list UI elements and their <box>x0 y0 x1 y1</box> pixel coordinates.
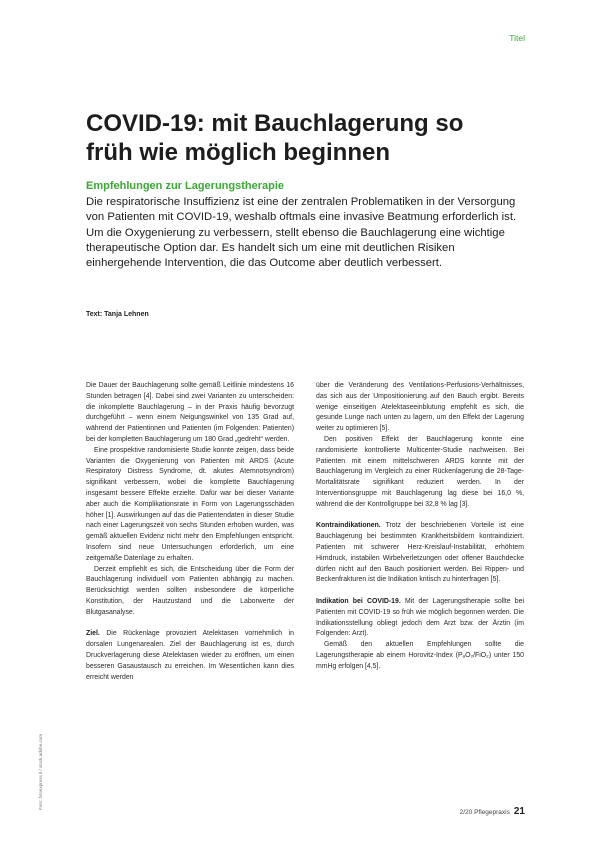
body-column-right <box>316 381 524 673</box>
paragraph-text: Die Rückenlage provoziert Atelektasen vornehmlich in dorsalen Lungenarealen. Ziel der Bauchlagerung ist es, durch Druckverlagerung diese Atelektasen wieder zu eröffnen, um einen besseren Gasaustausch zu erreichen. Im Wesentlichen kann dies erreicht werden <box>86 630 294 681</box>
photo-credit: Foto: fotoexpress ti / stock.adobe.com <box>38 733 43 810</box>
body-paragraph <box>86 565 294 619</box>
paragraph-lead-in: Kontraindikationen. <box>316 522 381 530</box>
author-credit: Text: Tanja Lehnen <box>86 311 149 318</box>
paragraph-text: Eine prospektive randomisierte Studie konnte zeigen, dass beide Varianten die Oxygenierung von Patienten mit ARDS (Acute Respiratory Distress Syndrome, dt. akutes Atemnotsyndrom) signifikant verbessern, wobei die komplette Bauchlagerung insgesamt bessere Effekte erzielte. Dafür war bei dieser Variante aber auch die Komplikationsrate in Form von Lagerungsschäden höher [1]. Auswirkungen auf das die Patientendaten in dieser Studie nach einer Lagerungszeit von sechs Stunden erhoben wurden, was gemäß aktuellen Evidenz nicht mehr den Empfehlungen entspricht. Insofern sind neue Untersuchungen erforderlich, um eine zeitgemäße Datenlage zu erhalten. <box>86 446 294 562</box>
body-paragraph <box>316 381 524 435</box>
body-paragraph <box>86 381 294 446</box>
paragraph-lead-in: Indikation bei COVID-19. <box>316 597 401 605</box>
paragraph-text: Die Dauer der Bauchlagerung sollte gemäß Leitlinie mindestens 16 Stunden betragen [4]. Dabei sind zwei Varianten zu unterscheiden: die inkomplette Bauchlagerung – in der Praxis häufig bevorzugt durchgeführt – wenn einem Neigungswinkel von 135 Grad auf, während der Patientinnen und Patienten (im Folgenden: Patienten) bei der kompletten Bauchlagerung um 180 Grad „gedreht“ werden. <box>86 382 294 443</box>
article-subheading: Empfehlungen zur Lagerungstherapie <box>86 180 285 192</box>
page-footer <box>460 806 525 817</box>
body-paragraph <box>316 521 524 586</box>
body-paragraph <box>316 435 524 511</box>
page-number: 21 <box>513 806 525 817</box>
article-lead: Die respiratorische Insuffizienz ist eine der zentralen Problematiken in der Versorgung von Patienten mit COVID-19, weshalb oftmals eine invasive Beatmung erforderlich ist. Um die Oxygenierung zu verbessern, stellt ebenso die Bauchlagerung eine wichtige therapeutische Option dar. Es handelt sich um eine mit deutlichen Risiken einhergehende Intervention, die das Outcome aber deutlich verbessert. <box>86 196 517 270</box>
paragraph-text: Den positiven Effekt der Bauchlagerung konnte eine randomisierte kontrollierte Multicenter-Studie nachweisen. Bei Patienten mit einem mittelschweren ARDS konnte mit der Bauchlagerung im Vergleich zu einer Rückenlagerung die 28-Tage-Mortalitätsrate signifikant reduziert werden. In der Interventionsgruppe mit Bauchlagerung lag diese bei 16,0 %, während die der Kontrollgruppe bei 32,8 % lag [3]. <box>316 435 524 508</box>
body-column-left <box>86 381 294 683</box>
paragraph-text: Gemäß den aktuellen Empfehlungen sollte die Lagerungstherapie ab einem Horovitz-Index (PₐO₂/FiO₂) unter 150 mmHg erfolgen [4,5]. <box>316 641 524 670</box>
body-paragraph <box>316 640 524 672</box>
journal-issue: 2/20 Pflegepraxis <box>459 809 510 816</box>
body-paragraph <box>86 446 294 565</box>
section-tag: Titel <box>509 33 525 43</box>
body-paragraph <box>86 629 294 683</box>
paragraph-text: über die Veränderung des Ventilations-Perfusions-Verhältnisses, das sich aus der Umpositionierung auf den Bauch ergibt. Bereits wenige einseitigen Atelektaseeinblutung empfehlt es sich, die gesunde Lunge nach unten zu lagern, um den Effekt der Lagerung weiter zu optimieren [5]. <box>316 382 524 433</box>
body-paragraph <box>316 597 524 640</box>
article-title: COVID-19: mit Bauchlagerung so früh wie möglich beginnen <box>86 110 464 166</box>
paragraph-text: Mit der Lagerungstherapie sollte bei Patienten mit COVID-19 so früh wie möglich begonnen werden. Die Indikationsstellung obliegt jedoch dem Arzt bzw. der Ärztin (im Folgenden: Arzt). <box>316 597 524 638</box>
paragraph-text: Derzeit empfiehlt es sich, die Entscheidung über die Form der Bauchlagerung individuell vom Patienten abhängig zu machen. Berücksichtigt werden sollten insbesondere die körperliche Konstitution, der Hautzustand und die Laborwerte der Blutgasanalyse. <box>86 565 294 616</box>
paragraph-lead-in: Ziel. <box>86 630 100 638</box>
paragraph-text: Trotz der beschriebenen Vorteile ist eine Bauchlagerung bei bestimmten Krankheitsbildern kontraindiziert. Patienten mit schwerer Herz-Kreislauf-Instabilität, erhöhtem Hirndruck, instabilen Wirbelverletzungen oder offener Bauchdecke dürfen nicht auf den Bauch positioniert werden. Bei Rippen- und Beckenfrakturen ist die Indikation kritisch zu hinterfragen [5]. <box>316 522 524 584</box>
